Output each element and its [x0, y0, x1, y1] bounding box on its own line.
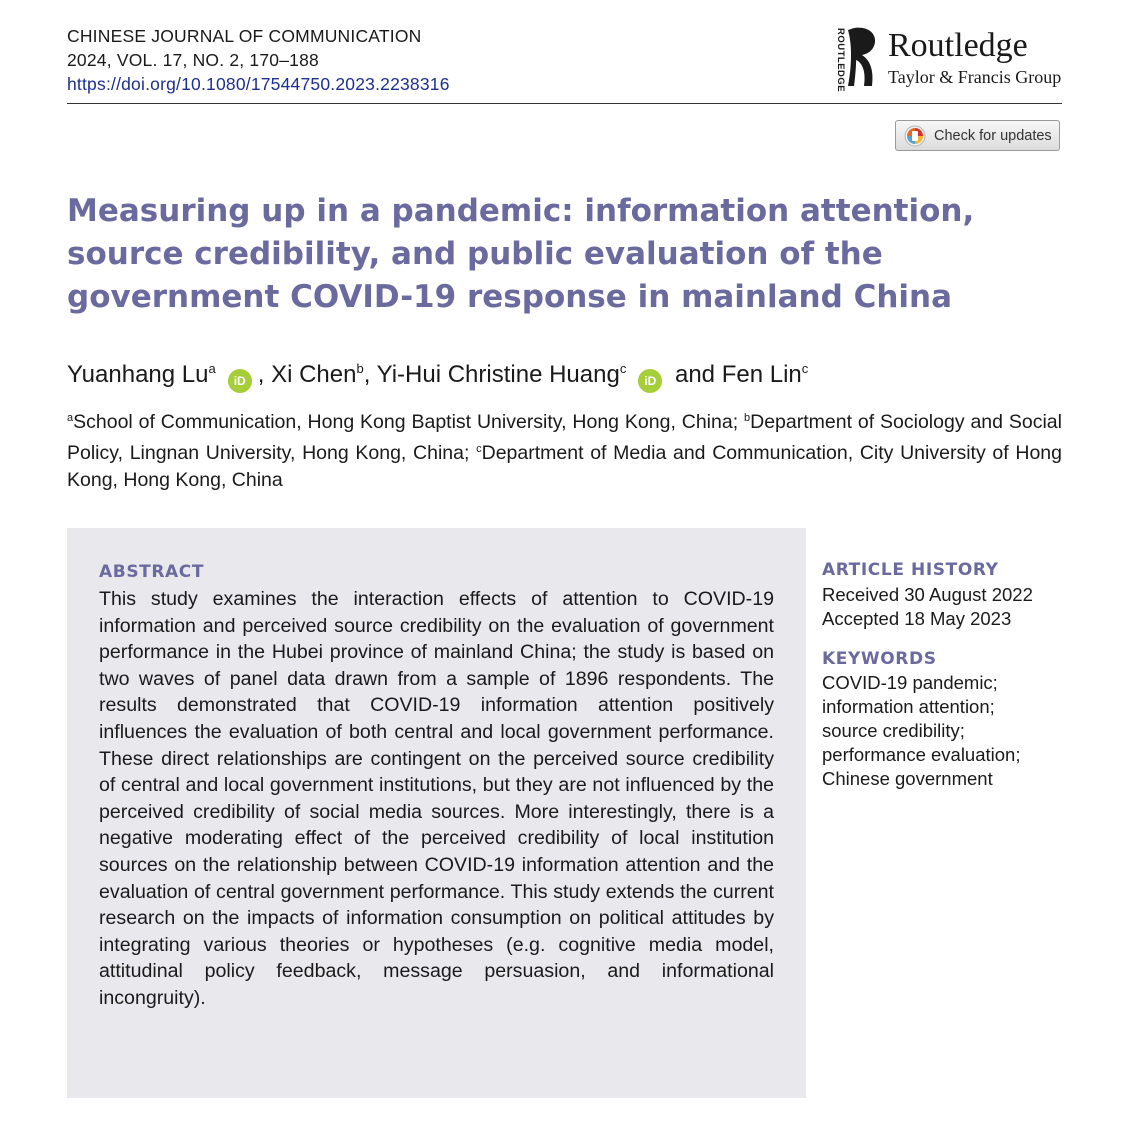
routledge-vertical-wordmark: [826, 26, 846, 93]
affiliations: [67, 405, 1062, 494]
author-separator: ,: [363, 361, 377, 388]
author-name[interactable]: Yuanhang Lu: [67, 361, 209, 388]
author-name[interactable]: Yi-Hui Christine Huang: [376, 361, 620, 388]
article-title: Measuring up in a pandemic: information attention, source credibility, and public evaluation of the government COVID-19 response in mainland China: [67, 193, 975, 315]
keyword-item: information attention;: [822, 696, 995, 717]
author-separator: and: [668, 361, 722, 388]
accepted-date: Accepted 18 May 2023: [822, 608, 1012, 629]
keyword-item: Chinese government: [822, 768, 993, 789]
publisher-group: Taylor & Francis Group: [888, 67, 1062, 87]
author-name[interactable]: Xi Chen: [271, 361, 357, 388]
article-history: [822, 583, 1033, 631]
keyword-item: performance evaluation;: [822, 744, 1021, 765]
affiliation-mark: a: [67, 412, 74, 424]
keywords-heading: KEYWORDS: [822, 649, 937, 669]
author-affiliation-mark: c: [801, 361, 809, 376]
keywords-list: [822, 671, 1020, 791]
publisher-logo: [826, 24, 1066, 94]
orcid-icon[interactable]: iD: [228, 369, 252, 393]
check-updates-label: Check for updates: [934, 127, 1052, 144]
affiliation-text: Department of Sociology and Social Policy, Lingnan University, Hong Kong, China;: [67, 411, 1062, 464]
affiliation-mark: b: [744, 412, 751, 424]
publisher-name: Routledge: [888, 27, 1028, 64]
header-divider: [67, 103, 1062, 104]
routledge-logo-icon: [844, 24, 882, 90]
abstract-heading: ABSTRACT: [99, 562, 205, 582]
doi-link[interactable]: https://doi.org/10.1080/17544750.2023.2238316: [67, 74, 450, 94]
keyword-item: COVID-19 pandemic;: [822, 672, 998, 693]
author-list: [67, 352, 808, 393]
abstract-text: This study examines the interaction effects of attention to COVID-19 information and perceived source credibility on the evaluation of government performance in the Hubei province of mainland China; the study is based on two waves of panel data drawn from a sample of 1896 respondents. The results demonstrated that COVID-19 information attention positively influences the evaluation of both central and local government performance. These direct relationships are contingent on the perceived source credibility of central and local government institutions, but they are not influenced by the perceived credibility of social media sources. More interestingly, there is a negative moderating effect of the perceived credibility of local institution sources on the relationship between COVID-19 information attention and the evaluation of central government performance. This study extends the current research on the impacts of information consumption on political attitudes by integrating various theories or hypotheses (e.g. cognitive media model, attitudinal policy feedback, message persuasion, and informational incongruity).: [99, 588, 774, 1009]
author-name[interactable]: Fen Lin: [721, 361, 802, 388]
check-updates-button[interactable]: [895, 120, 1060, 151]
affiliation-mark: c: [476, 443, 482, 455]
journal-volume: 2024, VOL. 17, NO. 2, 170–188: [67, 50, 319, 70]
author-affiliation-mark: a: [208, 361, 216, 376]
keyword-item: source credibility;: [822, 720, 965, 741]
check-updates-icon: [904, 125, 926, 147]
article-history-heading: ARTICLE HISTORY: [822, 560, 999, 580]
affiliation-text: Department of Media and Communication, City University of Hong Kong, Hong Kong, China: [67, 442, 1062, 491]
journal-name: CHINESE JOURNAL OF COMMUNICATION: [67, 26, 422, 46]
orcid-icon[interactable]: iD: [638, 369, 662, 393]
affiliation-text: School of Communication, Hong Kong Baptist University, Hong Kong, China;: [73, 411, 744, 433]
received-date: Received 30 August 2022: [822, 584, 1033, 605]
author-affiliation-mark: c: [619, 361, 627, 376]
author-separator: ,: [257, 361, 272, 388]
author-affiliation-mark: b: [356, 361, 364, 376]
svg-text:ROUTLEDGE: ROUTLEDGE: [835, 28, 846, 93]
journal-info: [67, 24, 450, 96]
